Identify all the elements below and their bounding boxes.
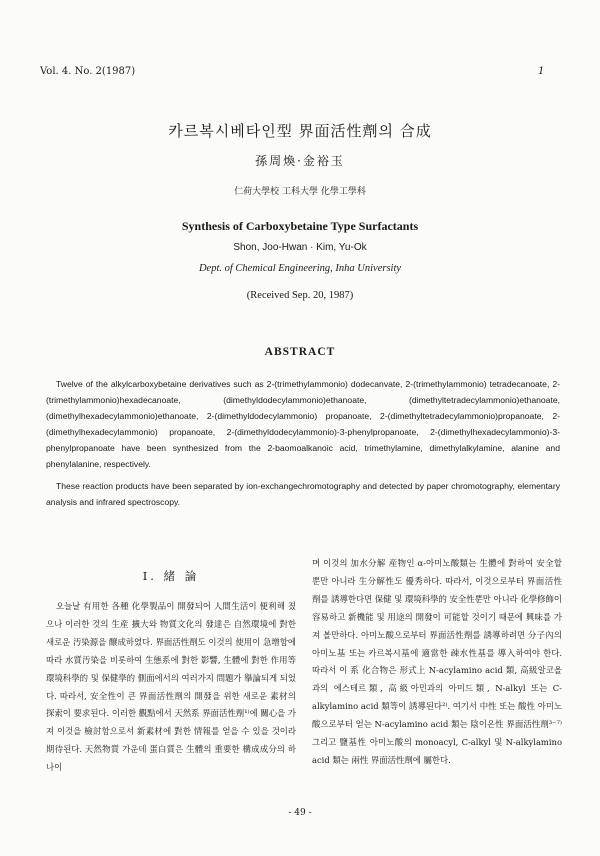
korean-affiliation: 仁荷大學校 工科大學 化學工學科 — [234, 187, 366, 197]
introduction-text-right: 며 이것의 加水分解 産物인 α-아미노酸類는 生體에 對하여 安全할 뿐만 아니라 生分解性도 優秀하다. 따라서, 이것으로부터 界面活性劑를 誘導한다면 保健 및 環境科學的 安全性뿐만 아니라 化學修飾이 容易하고 新機能 및 用途의 開發이 可能할 것이기 때문에 興味를 가져 볼만하다. 아미노酸으로부터 界面活性劑를 誘導하려면 分子內의 아미노基 또는 카르복시基에 適當한 疎水性基를 導入하여야 한다. 따라서 이 系 化合物은 形式上 N-acylamino acid 類, 高級알코올과의 에스테르類, 高級아민과의 아미드類, N-alkyl 또는 C-alkylamino acid 類等이 誘導된다²⁾. 여기서 中性 또는 酸性 아미노酸으로부터 얻는 N-acylamino acid 類는 陰이온性 界面活性劑³⁻⁷⁾ 그리고 鹽基性 아미노酸의 monoacyl, C-alkyl 및 N-alkylamino acid 類는 兩性 界面活性劑에 屬한다. — [312, 558, 563, 765]
abstract-paragraph: These reaction products have been separated by ion-exchangechromotography and detected by paper chromotography, elementary analysis and infrared spectroscopy. — [46, 480, 560, 507]
introduction-text-left: 오늘날 有用한 各種 化學製品이 開發되어 人間生活이 便利해 졌으나 이러한 것의 生産 擴大와 物質文化의 發達은 自然環境에 對한 새로운 汚染源을 醸成하였다. 界面活性劑도 이것의 使用이 急增함에 따라 水質汚染을 비롯하여 生態系에 對한 影響, 生體에 對한 作用等 環境科學的 및 保健學的 側面에서의 여러가지 問題가 擧論되게 되었다. 따라서, 安全性이 큰 界面活性劑의 開發을 위한 새로운 素材의 探索이 要求된다. 이러한 觀點에서 天然系 界面活性劑¹⁾에 關心을 가져 이것을 檢討함으로서 新素材에 對한 情報를 얻을 수 있을 것이라 期待된다. 天然物質 가운데 蛋白質은 生體의 重要한 構成成分의 하나이 — [46, 601, 296, 773]
abstract-body — [46, 376, 560, 510]
right-column — [312, 555, 562, 770]
abstract-heading: ABSTRACT — [264, 346, 336, 358]
footer-page-number: - 49 - — [288, 808, 312, 818]
received-date: (Received Sep. 20, 1987) — [246, 290, 354, 301]
header-page-number: 1 — [538, 66, 545, 77]
section-heading-introduction: I. 緒 論 — [142, 569, 200, 583]
english-title: Synthesis of Carboxybetaine Type Surfactants — [181, 219, 419, 233]
english-authors: Shon, Joo-Hwan · Kim, Yu-Ok — [233, 242, 367, 253]
english-department: Dept. of Chemical Engineering, Inha University — [198, 263, 402, 274]
korean-title: 카르복시베타인型 界面活性劑의 合成 — [168, 122, 432, 140]
abstract-paragraph: Twelve of the alkylcarboxybetaine derivatives such as 2-(trimethylammonio) dodecanvate, 2-(trimethylammonio) tetradecanoate, 2-(trimethylammonio)hexadecanoate, (dimethyldodecylammonio)ethanoate, (dimethyltetradecylammonio)ethanoate, (dimethylhexadecylammonio)ethanoate, 2-(dimethyldodecylammonio) propanoate, 2-(dimethyltetradecylammonio)propanoate, 2-(dimethylhexadecylammonio) propanoate, 2-(dimethyldodecylammonio)-3-phenylpropanoate, 2-(dimethylhexadecylammonio)-3-phenylpropanoate have been synthesized from the 2-baomoalkanoic acid, trimethylamine, dimethylalkylamine, alanine and phenylalanine, respectively. — [46, 379, 560, 470]
korean-authors: 孫周煥·金裕玉 — [255, 154, 345, 168]
left-column — [46, 568, 296, 777]
journal-volume-header: Vol. 4. No. 2(1987) — [40, 66, 136, 77]
